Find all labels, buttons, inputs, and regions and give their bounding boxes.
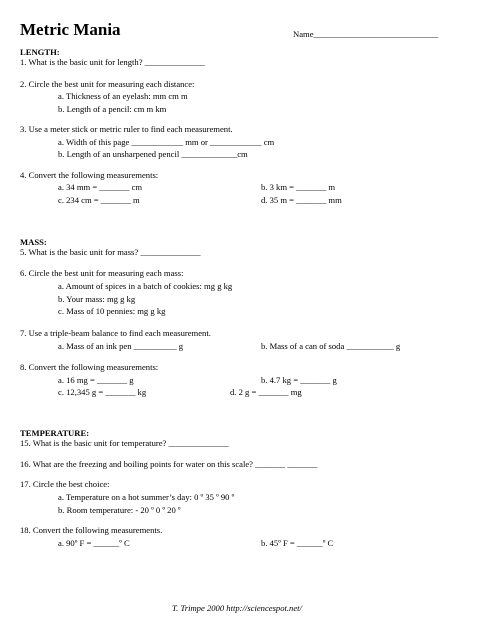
question-6a: a. Amount of spices in a batch of cookies: mg g kg xyxy=(58,281,233,291)
question-6b: b. Your mass: mg g kg xyxy=(58,294,136,304)
question-17a: a. Temperature on a hot summer’s day: 0 º 35 º 90 º xyxy=(58,492,235,502)
question-2b: b. Length of a pencil: cm m km xyxy=(58,104,167,114)
question-6c: c. Mass of 10 pennies: mg g kg xyxy=(58,306,166,316)
question-5: 5. What is the basic unit for mass? ______________ xyxy=(20,247,201,257)
question-4b: b. 3 km = _______ m xyxy=(261,182,336,192)
question-18b: b. 45º F = ______º C xyxy=(261,538,334,548)
footer-credit: T. Trimpe 2000 http://sciencespot.net/ xyxy=(172,603,302,613)
question-2-stem: 2. Circle the best unit for measuring each distance: xyxy=(20,79,195,89)
question-8-stem: 8. Convert the following measurements: xyxy=(20,362,159,372)
question-8b: b. 4.7 kg = _______ g xyxy=(261,375,337,385)
temperature-header: TEMPERATURE: xyxy=(20,428,90,438)
question-4-stem: 4. Convert the following measurements: xyxy=(20,170,159,180)
question-8a: a. 16 mg = _______ g xyxy=(58,375,134,385)
question-3a: a. Width of this page ____________ mm or ____________ cm xyxy=(58,137,275,147)
question-3-stem: 3. Use a meter stick or metric ruler to find each measurement. xyxy=(20,124,233,134)
question-3b: b. Length of an unsharpened pencil _____________cm xyxy=(58,149,248,159)
question-16: 16. What are the freezing and boiling points for water on this scale? _______ _______ xyxy=(20,459,318,469)
question-7b: b. Mass of a can of soda ___________ g xyxy=(261,341,401,351)
question-18a: a. 90º F = ______º C xyxy=(58,538,130,548)
question-4a: a. 34 mm = _______ cm xyxy=(58,182,143,192)
question-18-stem: 18. Convert the following measurements. xyxy=(20,525,163,535)
mass-header: MASS: xyxy=(20,237,47,247)
question-4c: c. 234 cm = _______ m xyxy=(58,195,140,205)
name-field: Name_____________________________ xyxy=(293,29,439,39)
question-17-stem: 17. Circle the best choice: xyxy=(20,479,110,489)
worksheet-title: Metric Mania xyxy=(20,20,121,39)
question-7a: a. Mass of an ink pen __________ g xyxy=(58,341,184,351)
length-header: LENGTH: xyxy=(20,47,60,57)
question-6-stem: 6. Circle the best unit for measuring each mass: xyxy=(20,268,184,278)
question-7-stem: 7. Use a triple-beam balance to find each measurement. xyxy=(20,328,211,338)
question-4d: d. 35 m = _______ mm xyxy=(261,195,342,205)
question-8d: d. 2 g = _______ mg xyxy=(230,387,302,397)
question-17b: b. Room temperature: - 20 º 0 º 20 º xyxy=(58,505,181,515)
question-8c: c. 12,345 g = _______ kg xyxy=(58,387,147,397)
question-2a: a. Thickness of an eyelash: mm cm m xyxy=(58,91,188,101)
question-15: 15. What is the basic unit for temperature? ______________ xyxy=(20,438,229,448)
question-1: 1. What is the basic unit for length? ______________ xyxy=(20,57,205,67)
